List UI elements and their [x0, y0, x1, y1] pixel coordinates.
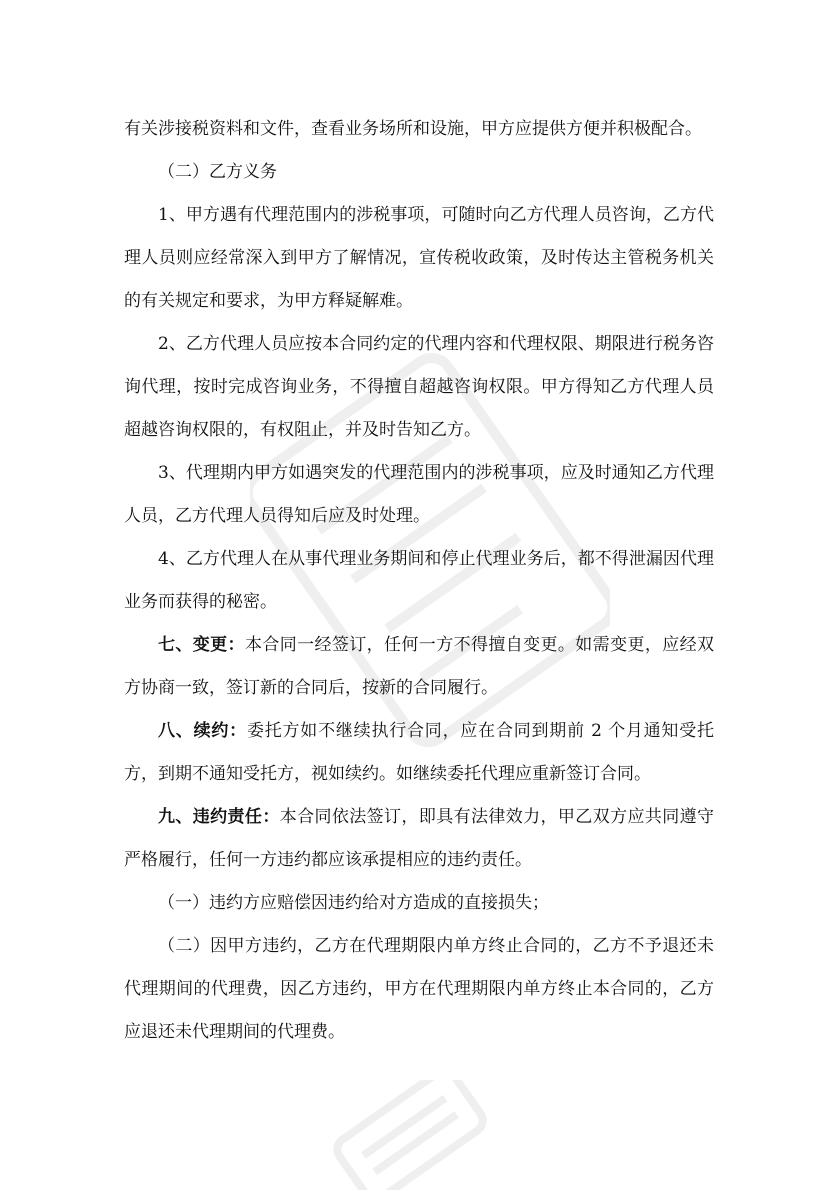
paragraph-text: （二）因甲方违约，乙方在代理期限内单方终止合同的，乙方不予退还未代理期间的代理费，因乙方违约，甲方在代理期限内单方终止本合同的，乙方应退还未代理期间的代理费。: [124, 936, 714, 1042]
clause-4: [124, 538, 714, 624]
paragraph-text: 3、代理期内甲方如遇突发的代理范围内的涉税事项，应及时通知乙方代理人员，乙方代理人员得知后应及时处理。: [124, 463, 714, 526]
liability-item-2: [124, 925, 714, 1054]
paragraph-text: （二）乙方义务: [158, 162, 277, 182]
paragraph-text: 1、甲方遇有代理范围内的涉税事项，可随时向乙方代理人员咨询，乙方代理人员则应经常深入到甲方了解情况，宣传税收政策，及时传达主管税务机关的有关规定和要求，为甲方释疑解难。: [124, 205, 714, 311]
article-heading: 九、违约责任：: [158, 807, 280, 827]
section-heading-party-b-obligations: [124, 151, 714, 194]
clause-3: [124, 452, 714, 538]
paragraph-text: 2、乙方代理人员应按本合同约定的代理内容和代理权限、期限进行税务咨询代理，按时完成咨询业务，不得擅自超越咨询权限。甲方得知乙方代理人员超越咨询权限的，有权阻止，并及时告知乙方。: [124, 334, 714, 440]
article-9-liability: [124, 796, 714, 882]
article-7-change: [124, 624, 714, 710]
paragraph-continued: [124, 108, 714, 151]
paragraph-text: 本合同一经签订，任何一方不得擅自变更。如需变更，应经双方协商一致，签订新的合同后，按新的合同履行。: [124, 635, 715, 698]
watermark-graphic-bottom: [300, 1080, 520, 1190]
liability-item-1: [124, 882, 714, 925]
article-heading: 八、续约：: [158, 721, 247, 741]
article-heading: 七、变更：: [158, 635, 245, 655]
paragraph-text: 4、乙方代理人在从事代理业务期间和停止代理业务后，都不得泄漏因代理业务而获得的秘密。: [124, 549, 714, 612]
clause-2: [124, 323, 714, 452]
paragraph-text: 有关涉接税资料和文件，查看业务场所和设施，甲方应提供方便并积极配合。: [124, 119, 702, 139]
article-8-renewal: [124, 710, 714, 796]
clause-1: [124, 194, 714, 323]
paragraph-text: 本合同依法签订，即具有法律效力，甲乙双方应共同遵守严格履行，任何一方违约都应该承提相应的违约责任。: [124, 807, 715, 870]
document-body: [124, 108, 714, 1054]
paragraph-text: 委托方如不继续执行合同，应在合同到期前 2 个月通知受托方，到期不通知受托方，视如续约。如继续委托代理应重新签订合同。: [124, 721, 715, 784]
paragraph-text: （一）违约方应赔偿因违约给对方造成的直接损失；: [158, 893, 549, 913]
